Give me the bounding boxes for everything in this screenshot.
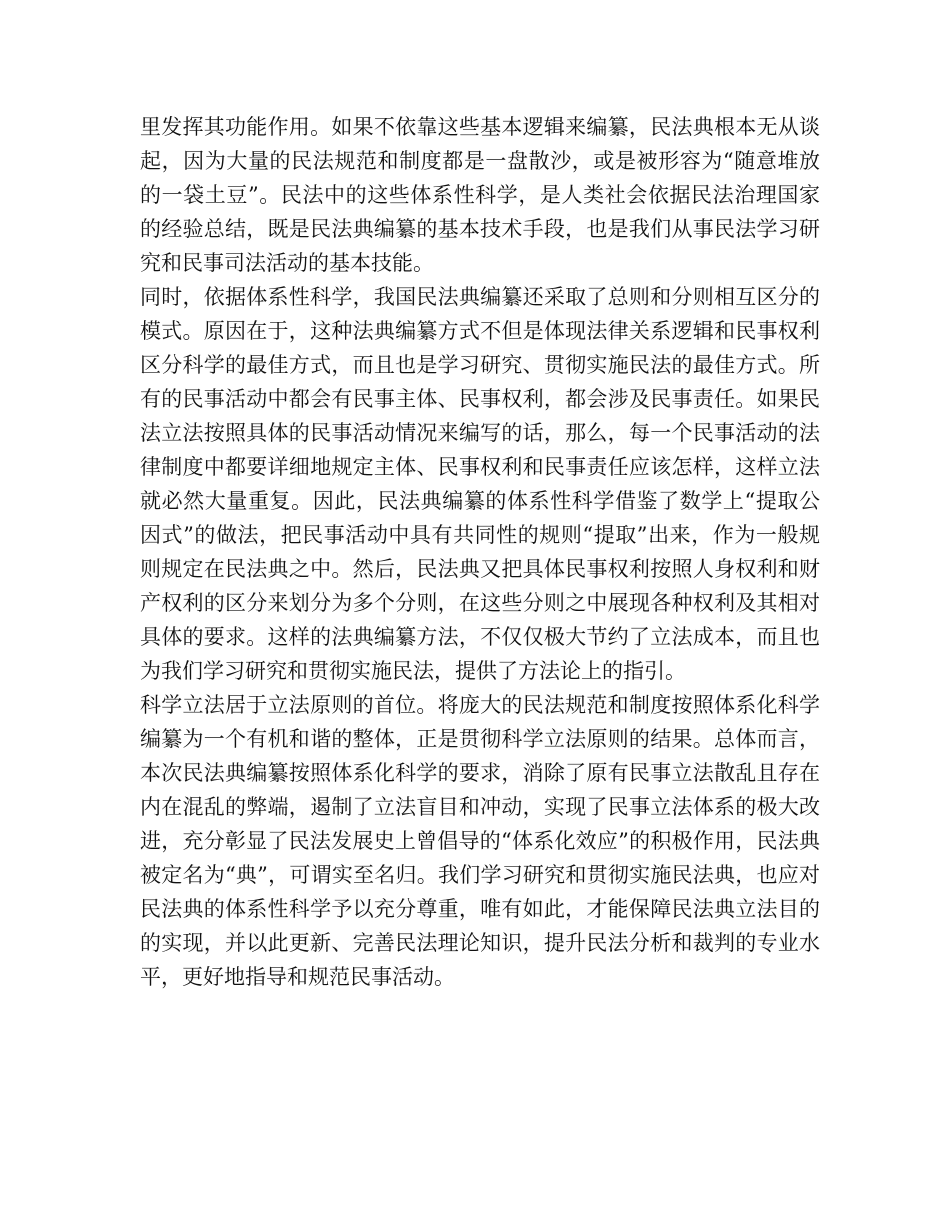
paragraph-1: 里发挥其功能作用。如果不依靠这些基本逻辑来编纂，民法典根本无从谈起，因为大量的民法规范和制度都是一盘散沙，或是被形容为“随意堆放的一袋土豆”。民法中的这些体系性科学，是人类社会依据民法治理国家的经验总结，既是民法典编纂的基本技术手段，也是我们从事民法学习研究和民事司法活动的基本技能。 xyxy=(140,115,820,275)
body-text xyxy=(140,110,820,994)
paragraph-2: 同时，依据体系性科学，我国民法典编纂还采取了总则和分则相互区分的模式。原因在于，这种法典编纂方式不但是体现法律关系逻辑和民事权利区分科学的最佳方式，而且也是学习研究、贯彻实施民法的最佳方式。所有的民事活动中都会有民事主体、民事权利，都会涉及民事责任。如果民法立法按照具体的民事活动情况来编写的话，那么，每一个民事活动的法律制度中都要详细地规定主体、民事权利和民事责任应该怎样，这样立法就必然大量重复。因此，民法典编纂的体系性科学借鉴了数学上“提取公因式”的做法，把民事活动中具有共同性的规则“提取”出来，作为一般规则规定在民法典之中。然后，民法典又把具体民事权利按照人身权利和财产权利的区分来划分为多个分则，在这些分则之中展现各种权利及其相对具体的要求。这样的法典编纂方法，不仅仅极大节约了立法成本，而且也为我们学习研究和贯彻实施民法，提供了方法论上的指引。 xyxy=(140,285,820,683)
paragraph-3: 科学立法居于立法原则的首位。将庞大的民法规范和制度按照体系化科学编纂为一个有机和谐的整体，正是贯彻科学立法原则的结果。总体而言，本次民法典编纂按照体系化科学的要求，消除了原有民事立法散乱且存在内在混乱的弊端，遏制了立法盲目和冲动，实现了民事立法体系的极大改进，充分彰显了民法发展史上曾倡导的“体系化效应”的积极作用，民法典被定名为“典”，可谓实至名归。我们学习研究和贯彻实施民法典，也应对民法典的体系性科学予以充分尊重，唯有如此，才能保障民法典立法目的的实现，并以此更新、完善民法理论知识，提升民法分析和裁判的专业水平，更好地指导和规范民事活动。 xyxy=(140,693,820,989)
